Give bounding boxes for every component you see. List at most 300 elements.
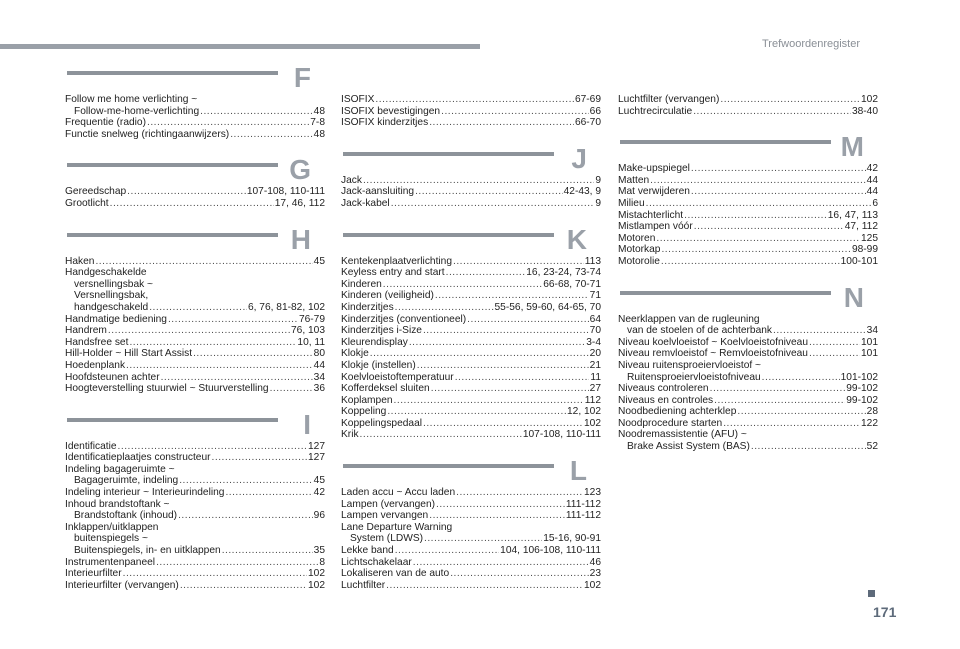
entry-page-ref: 44: [313, 359, 325, 371]
entry-leader-dots: [95, 256, 312, 268]
index-section: [618, 282, 878, 453]
entry-term: System (LDWS): [350, 533, 424, 545]
entry-term: Mistlampen vóór: [618, 221, 693, 233]
entry-leader-dots: [118, 441, 307, 453]
entry-leader-dots: [691, 163, 866, 175]
entry-term: Matten: [618, 174, 650, 186]
entry-leader-dots: [809, 348, 860, 360]
entry-page-ref: 10, 11: [297, 336, 325, 348]
index-entry: [341, 557, 601, 569]
index-entry: [341, 360, 601, 372]
entry-term: Luchtfilter (vervangen): [618, 94, 720, 105]
index-entry: [65, 533, 325, 545]
entry-leader-dots: [168, 314, 298, 326]
entry-term: Identificatie: [65, 440, 117, 452]
entry-leader-dots: [409, 337, 585, 349]
entry-term: Ruitensproeiervloeistofniveau: [627, 371, 761, 383]
entry-term: ISOFIX kinderzitjes: [341, 117, 429, 129]
entry-page-ref: 9: [595, 174, 601, 186]
index-entry: [341, 117, 601, 129]
entry-leader-dots: [417, 360, 589, 372]
entry-leader-dots: [656, 233, 860, 245]
index-entry: [341, 106, 601, 118]
entry-leader-dots: [395, 545, 499, 557]
index-column-1: [65, 62, 325, 605]
entry-leader-dots: [149, 302, 247, 314]
entry-term: Koppeling: [341, 406, 387, 418]
index-entry: [341, 580, 601, 592]
section-header: [65, 62, 325, 94]
entry-page-ref: 11: [590, 371, 601, 383]
entry-leader-dots: [431, 383, 589, 395]
entry-page-ref: 16, 47, 113: [827, 209, 878, 221]
entry-term: Versnellingsbak,: [74, 290, 149, 302]
index-entry: [65, 117, 325, 129]
entry-leader-dots: [387, 406, 566, 418]
entry-term: Handrem: [65, 325, 107, 337]
entry-page-ref: 47, 112: [844, 221, 878, 233]
section-header: [618, 131, 878, 163]
entry-page-ref: 104, 106-108, 110-111: [500, 545, 601, 557]
index-entry: [65, 337, 325, 349]
entry-page-ref: 42-43, 9: [563, 186, 601, 198]
entry-term: Make-upspiegel: [618, 163, 690, 175]
entry-page-ref: 99-102: [846, 383, 878, 395]
entry-leader-dots: [394, 395, 584, 407]
entry-page-ref: 107-108, 110-111: [246, 186, 325, 198]
entry-leader-dots: [762, 372, 840, 384]
index-entry: [618, 337, 878, 349]
entry-leader-dots: [450, 568, 588, 580]
entry-leader-dots: [375, 94, 574, 106]
entry-page-ref: 112: [584, 394, 601, 406]
index-entry: [65, 499, 325, 511]
entry-term: Noodremassistentie (AFU) ~: [618, 429, 747, 441]
entry-term: Follow-me-home-verlichting: [74, 105, 200, 117]
entry-page-ref: 44: [866, 186, 878, 198]
index-entry: [618, 360, 878, 372]
entry-page-ref: 21: [589, 359, 601, 371]
entry-page-ref: 66-68, 70-71: [543, 278, 601, 290]
entry-term: handgeschakeld: [74, 301, 149, 313]
section-divider: [343, 233, 554, 237]
entry-page-ref: 76, 103: [291, 325, 325, 337]
entry-page-ref: 52: [866, 441, 878, 453]
entry-term: Hoedenplank: [65, 359, 126, 371]
index-entry: [618, 233, 878, 245]
section-header: [65, 224, 325, 256]
index-entry: [65, 302, 325, 314]
entry-term: Krik: [341, 429, 359, 441]
index-entry: [65, 348, 325, 360]
entry-leader-dots: [429, 117, 574, 129]
entry-leader-dots: [809, 337, 860, 349]
index-entry: [65, 452, 325, 464]
entry-term: Koelvloeistoftemperatuur: [341, 371, 454, 383]
entry-page-ref: 28: [866, 406, 878, 418]
entry-page-ref: 23: [589, 568, 601, 580]
index-entry: [341, 429, 601, 441]
entry-term: Handsfree set: [65, 336, 129, 348]
entry-leader-dots: [395, 302, 494, 314]
index-entry: [341, 290, 601, 302]
entry-term: Niveau remvloeistof ~ Remvloeistofniveau: [618, 348, 808, 360]
index-entry: [618, 372, 878, 384]
index-entry: [341, 302, 601, 314]
index-section: [618, 62, 878, 117]
entry-leader-dots: [424, 533, 542, 545]
index-entry: [618, 314, 878, 326]
entry-term: Instrumentenpaneel: [65, 556, 156, 568]
entry-leader-dots: [212, 452, 307, 464]
index-entry: [65, 267, 325, 279]
entry-leader-dots: [193, 348, 313, 360]
header-bar: [0, 44, 480, 49]
entry-term: Jack-aansluiting: [341, 186, 415, 198]
index-entry: [341, 314, 601, 326]
index-entry: [65, 360, 325, 372]
entry-term: Lane Departure Warning: [341, 521, 453, 533]
entry-term: Kinderen: [341, 278, 382, 290]
entry-leader-dots: [661, 256, 840, 268]
entry-leader-dots: [178, 510, 313, 522]
section-divider: [67, 71, 278, 75]
entry-page-ref: 20: [589, 348, 601, 360]
entry-page-ref: 111-112: [565, 510, 601, 522]
section-letter: I: [303, 408, 311, 440]
entry-term: Haken: [65, 255, 95, 267]
entry-term: van de stoelen of de achterbank: [627, 325, 772, 337]
index-entry: [65, 314, 325, 326]
index-entry: [341, 337, 601, 349]
index-section: [65, 224, 325, 395]
entry-term: Kentekenplaatverlichting: [341, 255, 453, 267]
section-header: [65, 154, 325, 186]
entry-term: Hill-Holder ~ Hill Start Assist: [65, 348, 193, 360]
entry-term: Indeling bagageruimte ~: [65, 463, 175, 475]
entry-page-ref: 66: [589, 105, 601, 117]
entry-leader-dots: [435, 290, 589, 302]
index-entry: [65, 279, 325, 291]
index-entry: [618, 106, 878, 118]
index-entry: [341, 522, 601, 534]
entry-term: Jack-kabel: [341, 197, 390, 209]
index-entry: [618, 348, 878, 360]
index-entry: [341, 256, 601, 268]
index-entry: [341, 267, 601, 279]
entry-term: Kinderzitjes i-Size: [341, 325, 422, 337]
entry-page-ref: 125: [861, 232, 878, 244]
entry-page-ref: 8: [319, 556, 325, 568]
entry-term: Lokaliseren van de auto: [341, 568, 450, 580]
index-entry: [341, 186, 601, 198]
entry-page-ref: 98-99: [851, 244, 878, 256]
index-entry: [65, 198, 325, 210]
index-entry: [618, 210, 878, 222]
index-section: [341, 224, 601, 442]
index-entry: [65, 522, 325, 534]
entry-page-ref: 64: [589, 313, 601, 325]
entry-term: Noodprocedure starten: [618, 417, 723, 429]
section-divider: [343, 152, 554, 156]
index-entry: [341, 372, 601, 384]
entry-leader-dots: [436, 499, 565, 511]
section-letter: N: [843, 281, 864, 313]
index-entry: [341, 545, 601, 557]
index-entry: [618, 221, 878, 233]
entry-page-ref: 102: [308, 568, 325, 580]
entry-term: Gereedschap: [65, 186, 127, 198]
entry-leader-dots: [650, 175, 866, 187]
entry-page-ref: 45: [313, 255, 325, 267]
entry-leader-dots: [429, 510, 565, 522]
index-entry: [65, 129, 325, 141]
entry-term: Lampen vervangen: [341, 510, 429, 522]
entry-leader-dots: [179, 475, 312, 487]
index-entry: [341, 418, 601, 430]
entry-term: Interieurfilter (vervangen): [65, 579, 179, 591]
entry-leader-dots: [129, 337, 296, 349]
index-entry: [65, 475, 325, 487]
entry-page-ref: 102: [584, 417, 601, 429]
entry-page-ref: 127: [308, 452, 325, 464]
entry-leader-dots: [413, 557, 589, 569]
entry-page-ref: 113: [584, 255, 601, 267]
index-entry: [65, 106, 325, 118]
entry-term: Lichtschakelaar: [341, 556, 412, 568]
index-entry: [618, 406, 878, 418]
index-entry: [65, 568, 325, 580]
entry-page-ref: 15-16, 90-91: [543, 533, 601, 545]
entry-leader-dots: [456, 487, 583, 499]
section-header: [341, 143, 601, 175]
entry-leader-dots: [453, 256, 584, 268]
index-section: [341, 62, 601, 129]
section-divider: [67, 163, 278, 167]
entry-term: versnellingsbak ~: [74, 278, 153, 290]
section-letter: M: [840, 131, 864, 163]
entry-page-ref: 9: [595, 197, 601, 209]
entry-term: Neerklappen van de rugleuning: [618, 313, 760, 325]
entry-leader-dots: [383, 279, 542, 291]
entry-page-ref: 101-102: [840, 371, 878, 383]
index-section: [618, 131, 878, 267]
section-letter: H: [290, 223, 311, 255]
index-entry: [341, 94, 601, 106]
entry-leader-dots: [370, 348, 589, 360]
entry-term: ISOFIX bevestigingen: [341, 105, 441, 117]
index-entry: [65, 290, 325, 302]
entry-page-ref: 122: [861, 417, 878, 429]
entry-term: Indeling interieur ~ Interieurindeling: [65, 487, 225, 499]
entry-leader-dots: [391, 198, 595, 210]
entry-page-ref: 76-79: [298, 313, 325, 325]
entry-leader-dots: [108, 325, 290, 337]
entry-term: Frequentie (radio): [65, 117, 146, 129]
index-entry: [65, 580, 325, 592]
entry-page-ref: 107-108, 110-111: [522, 429, 601, 441]
page-marker-icon: [868, 590, 875, 597]
index-entry: [341, 568, 601, 580]
index-entry: [341, 487, 601, 499]
entry-term: buitenspiegels ~: [74, 533, 148, 545]
entry-term: Koplampen: [341, 394, 393, 406]
index-entry: [65, 383, 325, 395]
entry-page-ref: 123: [584, 487, 601, 499]
entry-page-ref: 42: [313, 487, 325, 499]
index-entry: [618, 186, 878, 198]
entry-term: Inklappen/uitklappen: [65, 521, 159, 533]
entry-term: Kofferdeksel sluiten: [341, 383, 430, 395]
entry-page-ref: 35: [313, 545, 325, 557]
entry-term: Follow me home verlichting ~: [65, 94, 198, 105]
index-entry: [618, 429, 878, 441]
section-divider: [343, 464, 554, 468]
index-entry: [341, 406, 601, 418]
entry-page-ref: 48: [313, 105, 325, 117]
entry-page-ref: 102: [861, 94, 878, 105]
entry-term: Kinderzitjes: [341, 301, 394, 313]
entry-term: Mat verwijderen: [618, 186, 690, 198]
index-entry: [65, 557, 325, 569]
index-entry: [65, 464, 325, 476]
entry-term: Kleurendisplay: [341, 336, 408, 348]
entry-term: Interieurfilter: [65, 568, 122, 580]
index-section: [65, 62, 325, 140]
section-divider: [620, 291, 831, 295]
entry-leader-dots: [222, 545, 313, 557]
entry-leader-dots: [720, 94, 860, 106]
entry-term: Motorkap: [618, 244, 661, 256]
entry-page-ref: 55-56, 59-60, 64-65, 70: [494, 301, 601, 313]
index-column-3: [618, 62, 878, 467]
index-entry: [618, 94, 878, 106]
entry-leader-dots: [684, 210, 827, 222]
page-header-title: Trefwoordenregister: [762, 38, 861, 50]
entry-term: ISOFIX: [341, 94, 375, 105]
entry-term: Identificatieplaatjes constructeur: [65, 452, 211, 464]
entry-term: Luchtfilter: [341, 579, 386, 591]
entry-page-ref: 45: [313, 475, 325, 487]
entry-term: Klokje (instellen): [341, 359, 416, 371]
entry-leader-dots: [723, 418, 860, 430]
entry-leader-dots: [455, 372, 590, 384]
index-entry: [341, 383, 601, 395]
entry-term: Niveaus controleren: [618, 383, 709, 395]
entry-term: Motorolie: [618, 255, 660, 267]
entry-leader-dots: [423, 418, 583, 430]
entry-page-ref: 34: [313, 371, 325, 383]
entry-page-ref: 17, 46, 112: [274, 197, 325, 209]
section-divider: [620, 140, 831, 144]
section-divider: [67, 233, 278, 237]
index-section: [341, 143, 601, 210]
entry-leader-dots: [161, 372, 313, 384]
entry-leader-dots: [714, 395, 845, 407]
entry-term: Klokje: [341, 348, 369, 360]
index-entry: [341, 325, 601, 337]
entry-term: Handmatige bediening: [65, 313, 167, 325]
page-number: 171: [873, 604, 897, 620]
entry-term: Functie snelweg (richtingaanwijzers): [65, 128, 230, 140]
entry-page-ref: 71: [589, 290, 601, 302]
section-letter: G: [289, 154, 311, 186]
entry-leader-dots: [446, 267, 526, 279]
entry-page-ref: 42: [866, 163, 878, 175]
entry-page-ref: 100-101: [840, 255, 878, 267]
entry-leader-dots: [147, 117, 309, 129]
entry-page-ref: 38-40: [851, 105, 878, 117]
index-entry: [341, 533, 601, 545]
entry-page-ref: 16, 23-24, 73-74: [526, 267, 601, 279]
index-entry: [65, 186, 325, 198]
entry-page-ref: 66-70: [574, 117, 601, 129]
entry-leader-dots: [693, 106, 851, 118]
entry-leader-dots: [386, 580, 583, 592]
section-header: [341, 455, 601, 487]
index-column-2: [341, 62, 601, 605]
index-entry: [618, 244, 878, 256]
index-entry: [618, 198, 878, 210]
entry-leader-dots: [646, 198, 872, 210]
entry-term: Laden accu ~ Accu laden: [341, 487, 456, 499]
index-entry: [341, 279, 601, 291]
entry-leader-dots: [180, 580, 307, 592]
index-entry: [618, 418, 878, 430]
entry-page-ref: 27: [589, 383, 601, 395]
entry-leader-dots: [691, 186, 866, 198]
entry-page-ref: 34: [866, 325, 878, 337]
entry-page-ref: 3-4: [586, 336, 601, 348]
entry-page-ref: 7-8: [310, 117, 325, 129]
entry-page-ref: 6: [872, 197, 878, 209]
entry-page-ref: 46: [589, 556, 601, 568]
index-section: [65, 154, 325, 209]
index-entry: [618, 395, 878, 407]
entry-leader-dots: [441, 106, 589, 118]
entry-term: Hoofdsteunen achter: [65, 371, 160, 383]
index-entry: [618, 256, 878, 268]
entry-term: Bagageruimte, indeling: [74, 475, 179, 487]
entry-leader-dots: [360, 429, 522, 441]
entry-leader-dots: [694, 221, 844, 233]
entry-term: Keyless entry and start: [341, 267, 445, 279]
entry-term: Kinderzitjes (conventioneel): [341, 313, 467, 325]
index-entry: [618, 325, 878, 337]
index-entry: [65, 372, 325, 384]
entry-leader-dots: [230, 129, 312, 141]
entry-leader-dots: [200, 106, 313, 118]
section-header: [618, 282, 878, 314]
section-divider: [67, 418, 278, 422]
entry-leader-dots: [363, 175, 594, 187]
entry-term: Handgeschakelde: [65, 267, 147, 279]
entry-leader-dots: [773, 325, 866, 337]
entry-page-ref: 99-102: [846, 394, 878, 406]
entry-leader-dots: [156, 557, 318, 569]
entry-page-ref: 48: [313, 128, 325, 140]
entry-term: Motoren: [618, 232, 656, 244]
entry-leader-dots: [737, 406, 865, 418]
entry-page-ref: 44: [866, 174, 878, 186]
section-letter: L: [569, 455, 587, 487]
section-letter: F: [293, 62, 311, 93]
entry-page-ref: 12, 102: [567, 406, 601, 418]
entry-term: Milieu: [618, 197, 645, 209]
entry-term: Inhoud brandstoftank ~: [65, 498, 170, 510]
entry-term: Mistachterlicht: [618, 209, 684, 221]
entry-page-ref: 80: [313, 348, 325, 360]
